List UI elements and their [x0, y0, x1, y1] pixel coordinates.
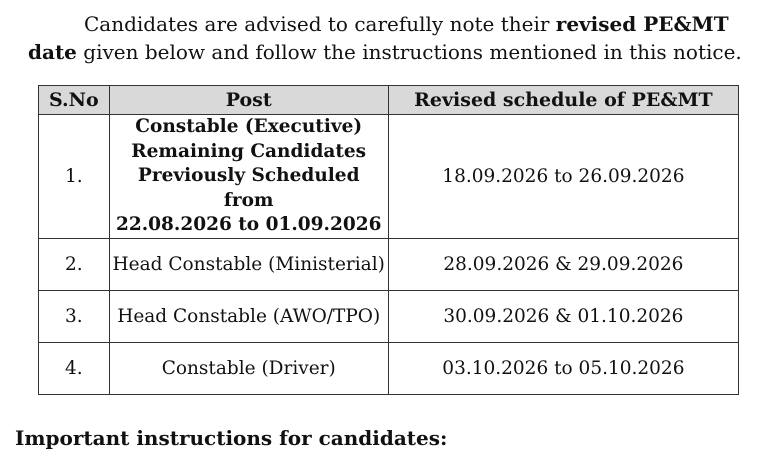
intro-text-before: Candidates are advised to carefully note their	[84, 12, 556, 36]
cell-schedule: 30.09.2026 & 01.10.2026	[388, 290, 738, 342]
cell-schedule: 28.09.2026 & 29.09.2026	[388, 238, 738, 290]
table-header-row	[39, 86, 739, 115]
cell-sno: 4.	[39, 342, 110, 394]
intro-paragraph	[28, 10, 768, 66]
cell-post: Head Constable (Ministerial)	[109, 238, 388, 290]
cell-post: Constable (Driver)	[109, 342, 388, 394]
post-line: Constable (Executive)	[135, 116, 363, 137]
cell-schedule: 03.10.2026 to 05.10.2026	[388, 342, 738, 394]
header-sno: S.No	[39, 86, 110, 115]
table-row	[39, 342, 739, 394]
cell-post: Head Constable (AWO/TPO)	[109, 290, 388, 342]
cell-post	[109, 115, 388, 239]
post-line: 22.08.2026 to 01.09.2026	[115, 214, 382, 235]
cell-sno: 3.	[39, 290, 110, 342]
table-row	[39, 290, 739, 342]
intro-text-after: given below and follow the instructions mentioned in this notice.	[76, 40, 742, 64]
instructions-heading: Important instructions for candidates:	[15, 426, 448, 450]
header-schedule: Revised schedule of PE&MT	[388, 86, 738, 115]
cell-sno: 2.	[39, 238, 110, 290]
cell-schedule: 18.09.2026 to 26.09.2026	[388, 115, 738, 239]
schedule-table	[38, 85, 739, 395]
intro-text-bold: revised PE&MT date	[28, 12, 729, 64]
table-row	[39, 115, 739, 239]
header-post: Post	[109, 86, 388, 115]
table-row	[39, 238, 739, 290]
cell-sno: 1.	[39, 115, 110, 239]
post-line: Remaining Candidates	[131, 140, 367, 162]
post-line: Previously Scheduled from	[137, 165, 360, 211]
